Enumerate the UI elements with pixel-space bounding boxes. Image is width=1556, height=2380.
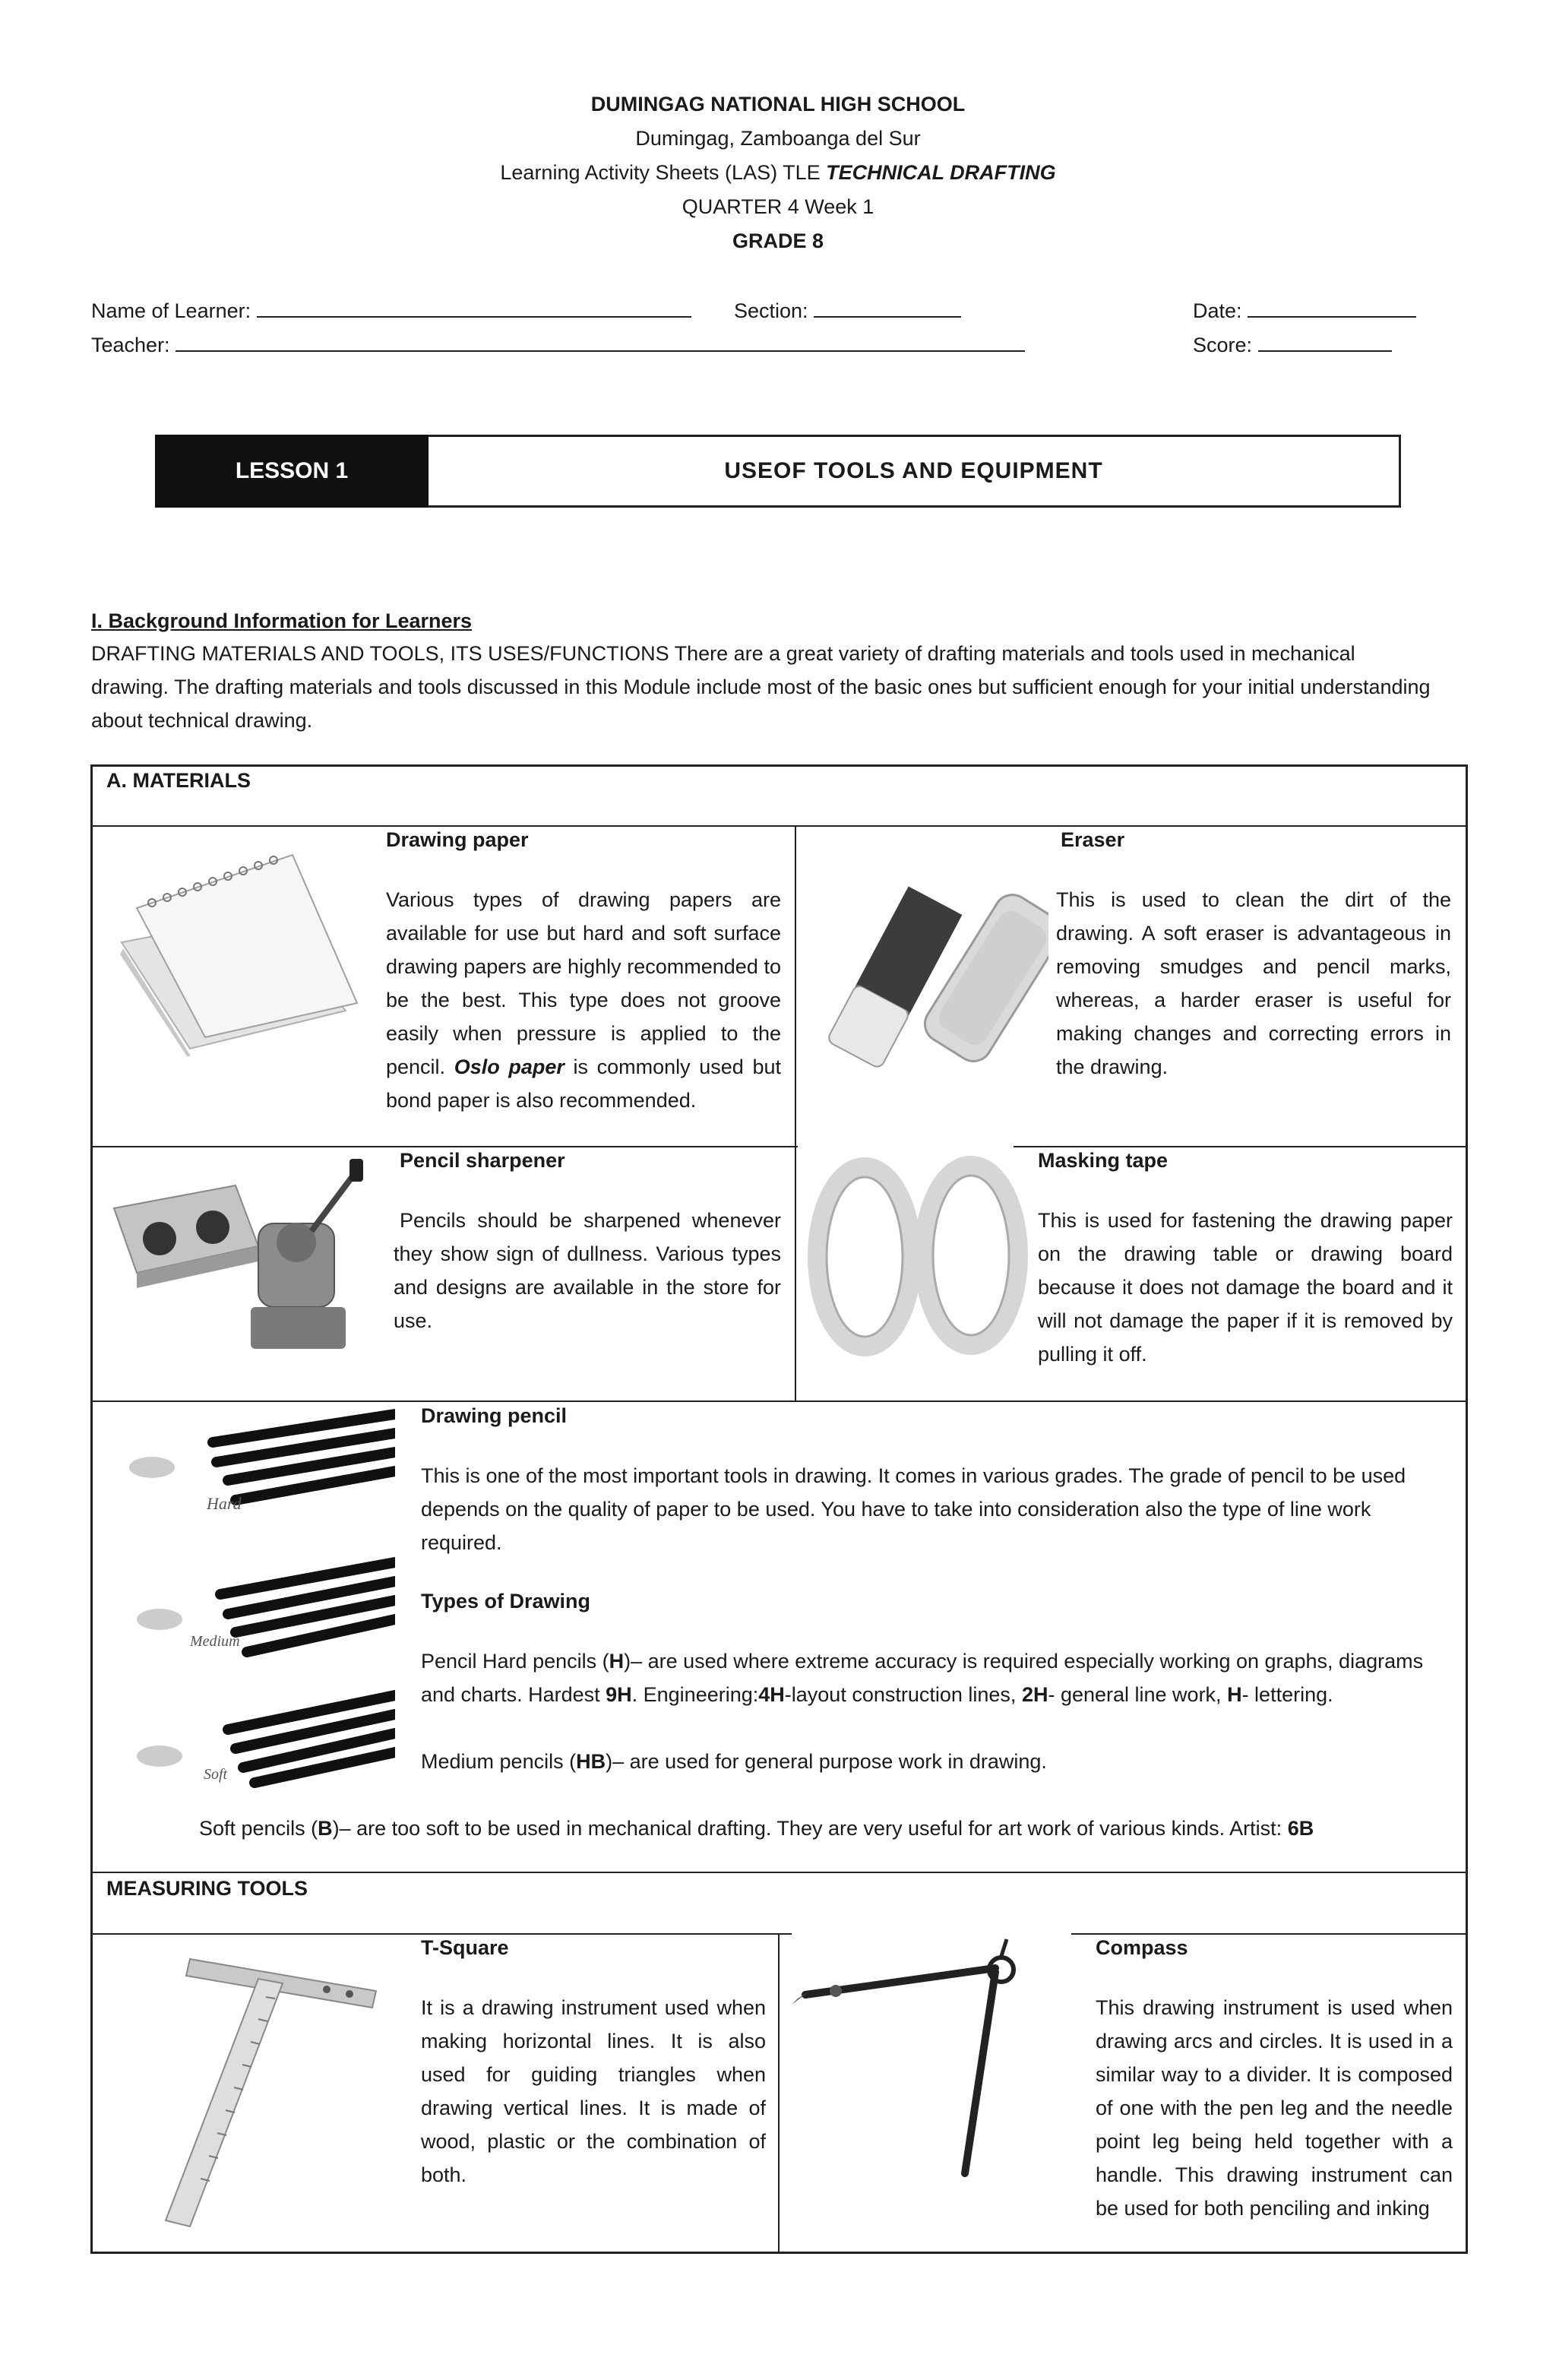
learner-blank[interactable] bbox=[257, 298, 691, 318]
hard-f: - lettering. bbox=[1241, 1683, 1333, 1706]
background-line-2: drawing. The drafting materials and tools discussed in this Module include most of the basic ones but sufficient enough for your initial understanding bbox=[91, 676, 1431, 698]
pencil-sharpener-text: Pencils should be sharpened whenever they show sign of dullness. Various types and designs are available in the store for use. bbox=[394, 1209, 781, 1332]
background-line-3: about technical drawing. bbox=[91, 709, 313, 732]
teacher-label: Teacher: bbox=[91, 334, 170, 356]
learner-field bbox=[91, 298, 691, 324]
background-text bbox=[91, 637, 1459, 737]
lesson-number: LESSON 1 bbox=[155, 435, 429, 508]
teacher-field bbox=[91, 332, 1025, 358]
hard-pencils-text bbox=[421, 1644, 1454, 1711]
hard-h-lettering: H bbox=[1227, 1683, 1242, 1706]
compass-image bbox=[790, 1938, 1048, 2189]
soft-c: )– are too soft to be used in mechanical drafting. They are very useful for art work of various kinds. Artist: bbox=[332, 1817, 1288, 1840]
drawing-pencil-text: This is one of the most important tools in drawing. It comes in various grades. The grade of pencil to be used depends on the quality of paper to be used. You have to take into consideration also the type of line work required. bbox=[421, 1464, 1406, 1554]
drawing-paper-image bbox=[106, 843, 365, 1056]
score-label: Score: bbox=[1193, 334, 1253, 356]
hard-h: H bbox=[609, 1650, 625, 1673]
types-of-drawing-heading: Types of Drawing bbox=[421, 1590, 591, 1613]
t-square-text: It is a drawing instrument used when making horizontal lines. It is also used for guiding triangles when drawing vertical lines. It is made of wood, plastic or the combination of both. bbox=[421, 1996, 766, 2186]
lesson-title: USEOF TOOLS AND EQUIPMENT bbox=[429, 435, 1401, 508]
soft-a: Soft pencils ( bbox=[199, 1817, 318, 1840]
soft-b: B bbox=[318, 1817, 333, 1840]
masking-tape-text: This is used for fastening the drawing paper on the drawing table or drawing board because it does not damage the board and it will not damage the paper if it is removed by pulling it off. bbox=[1038, 1209, 1453, 1366]
grade-label: GRADE 8 bbox=[732, 229, 824, 252]
pencil-label-hard: Hard bbox=[207, 1494, 242, 1513]
eraser-title: Eraser bbox=[1061, 828, 1125, 851]
hard-2h: 2H bbox=[1021, 1683, 1048, 1706]
pencil-sharpener-image bbox=[106, 1147, 387, 1375]
drawing-pencil-title: Drawing pencil bbox=[421, 1404, 568, 1427]
las-prefix: Learning Activity Sheets (LAS) TLE bbox=[500, 161, 827, 184]
section-label: Section: bbox=[734, 299, 808, 322]
compass-text: This drawing instrument is used when drawing arcs and circles. It is used in a similar way to a divider. It is composed of one with the pen leg and the needle point leg being held together with a handle. This drawing instrument can be used for both penciling and inking bbox=[1096, 1996, 1453, 2220]
pencil-label-soft: Soft bbox=[204, 1766, 228, 1783]
hard-b: )– are used where extreme accuracy is required especially working on graphs, diagrams and charts. Hardest bbox=[421, 1650, 1424, 1706]
masking-tape-image bbox=[805, 1152, 1033, 1357]
drawing-paper-text-a: Various types of drawing papers are available for use but hard and soft surface drawing papers are highly recommended to be the best. This type does not groove easily when pressure is applied to the pencil. bbox=[386, 888, 781, 1078]
measuring-tools-heading: MEASURING TOOLS bbox=[106, 1877, 308, 1900]
medium-b: )– are used for general purpose work in drawing. bbox=[606, 1750, 1047, 1773]
eraser-text: This is used to clean the dirt of the drawing. A soft eraser is advantageous in removing smudges and pencil marks, whereas, a harder eraser is useful for making changes and correcting errors in the drawing. bbox=[1056, 888, 1451, 1078]
drawing-pencil-image bbox=[122, 1403, 395, 1790]
teacher-blank[interactable] bbox=[176, 332, 1025, 352]
t-square-image bbox=[144, 1945, 387, 2234]
section-field bbox=[734, 298, 961, 324]
hard-d: -layout construction lines, bbox=[784, 1683, 1022, 1706]
materials-heading: A. MATERIALS bbox=[106, 769, 251, 792]
compass-title: Compass bbox=[1096, 1936, 1188, 1959]
pencil-sharpener-title: Pencil sharpener bbox=[400, 1149, 565, 1172]
date-field bbox=[1193, 298, 1416, 324]
drawing-paper-title: Drawing paper bbox=[386, 828, 529, 851]
oslo-paper-term: Oslo paper bbox=[454, 1055, 565, 1078]
date-blank[interactable] bbox=[1248, 298, 1416, 318]
section-blank[interactable] bbox=[814, 298, 961, 318]
las-title bbox=[0, 160, 1556, 185]
soft-pencils-text bbox=[199, 1812, 1460, 1845]
date-label: Date: bbox=[1193, 299, 1242, 322]
learner-label: Name of Learner: bbox=[91, 299, 251, 322]
score-blank[interactable] bbox=[1258, 332, 1392, 352]
hard-4h: 4H bbox=[758, 1683, 785, 1706]
drawing-paper-text-b: is commonly used but bond paper is also recommended. bbox=[386, 1055, 781, 1112]
eraser-image bbox=[805, 843, 1048, 1102]
school-name: DUMINGAG NATIONAL HIGH SCHOOL bbox=[590, 93, 966, 116]
hard-9h: 9H bbox=[606, 1683, 632, 1706]
t-square-title: T-Square bbox=[421, 1936, 509, 1959]
drawing-paper-text bbox=[386, 883, 781, 1117]
las-subject: TECHNICAL DRAFTING bbox=[826, 161, 1056, 184]
medium-pencils-text bbox=[421, 1745, 1454, 1778]
masking-tape-title: Masking tape bbox=[1038, 1149, 1169, 1172]
background-line-1: DRAFTING MATERIALS AND TOOLS, ITS USES/FUNCTIONS There are a great variety of drafting materials and tools used in mechanical bbox=[91, 642, 1355, 665]
hard-a: Pencil Hard pencils ( bbox=[421, 1650, 609, 1673]
pencil-label-medium: Medium bbox=[190, 1633, 240, 1650]
school-location: Dumingag, Zamboanga del Sur bbox=[635, 127, 921, 150]
hard-c: . Engineering: bbox=[631, 1683, 759, 1706]
medium-hb: HB bbox=[576, 1750, 606, 1773]
medium-a: Medium pencils ( bbox=[421, 1750, 577, 1773]
background-heading: I. Background Information for Learners bbox=[91, 609, 473, 632]
score-field bbox=[1193, 332, 1392, 358]
soft-6b: 6B bbox=[1287, 1817, 1314, 1840]
quarter-label: QUARTER 4 Week 1 bbox=[682, 195, 874, 218]
hard-e: - general line work, bbox=[1048, 1683, 1228, 1706]
